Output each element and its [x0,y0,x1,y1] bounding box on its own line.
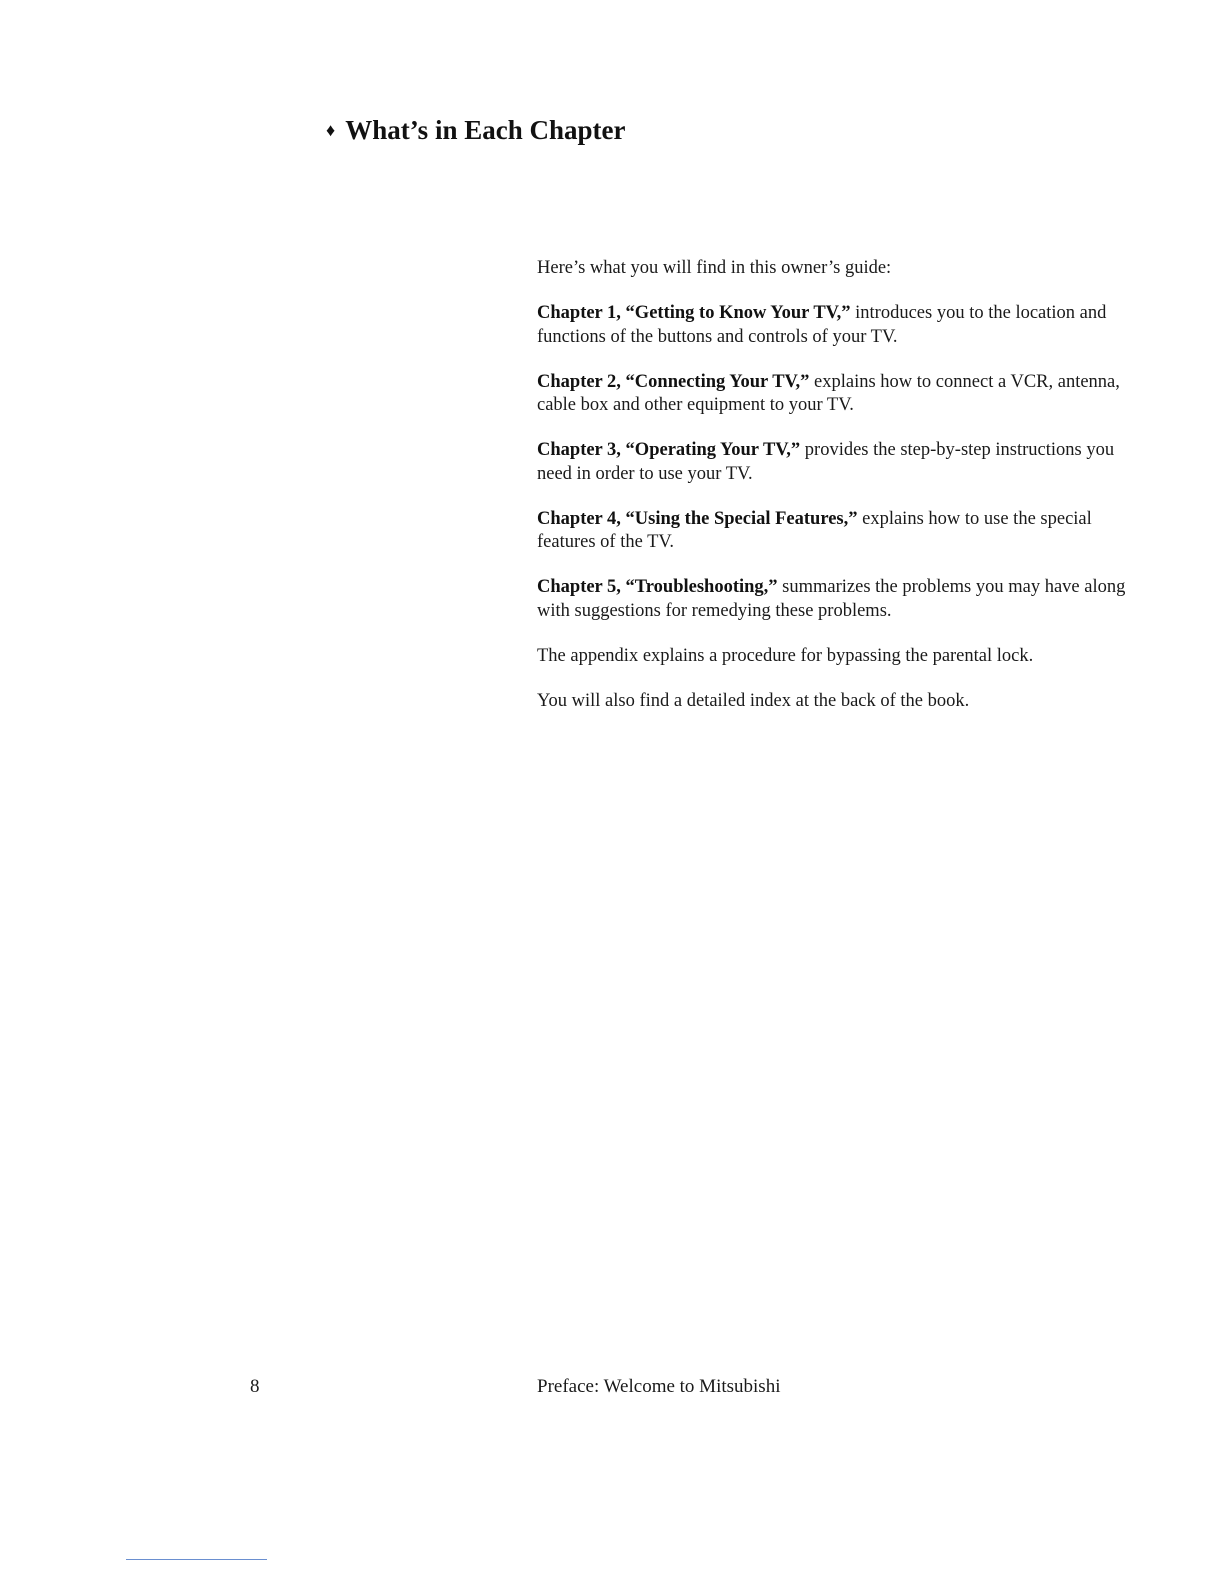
chapter-2-description: explains how to connect a VCR, antenna, cable box and other equipment to your TV. [537,371,1120,415]
chapter-5-paragraph [537,576,1127,623]
bottom-divider [126,1559,267,1560]
intro-paragraph: Here’s what you will find in this owner’s guide: [537,258,892,278]
chapter-3-title: Chapter 3, “Operating Your TV,” [537,440,801,460]
appendix-paragraph: The appendix explains a procedure for bypassing the parental lock. [537,645,1034,666]
chapter-5-description: summarizes the problems you may have along with suggestions for remedying these problems. [537,577,1126,621]
chapter-5-title: Chapter 5, “Troubleshooting,” [537,577,778,597]
chapter-2-title: Chapter 2, “Connecting Your TV,” [537,371,810,392]
diamond-bullet-icon: ♦ [326,120,336,140]
chapter-2-paragraph [537,371,1127,418]
footer-section-title: Preface: Welcome to Mitsubishi [537,1376,781,1397]
chapter-summary-column [537,257,1127,735]
index-paragraph: You will also find a detailed index at the back of the book. [537,690,970,711]
chapter-1-paragraph [537,302,1127,349]
section-heading-title: What’s in Each Chapter [345,115,626,145]
chapter-4-paragraph [537,508,1127,555]
page-number: 8 [250,1376,260,1397]
chapter-3-description: provides the step-by-step instructions you need in order to use your TV. [537,440,1115,484]
chapter-4-description: explains how to use the special features of the TV. [537,508,1092,552]
chapter-3-paragraph [537,439,1127,486]
chapter-1-title: Chapter 1, “Getting to Know Your TV,” [537,303,851,323]
chapter-1-description: introduces you to the location and functions of the buttons and controls of your TV. [537,303,1107,347]
section-heading [326,112,625,148]
chapter-4-title: Chapter 4, “Using the Special Features,” [537,508,858,529]
